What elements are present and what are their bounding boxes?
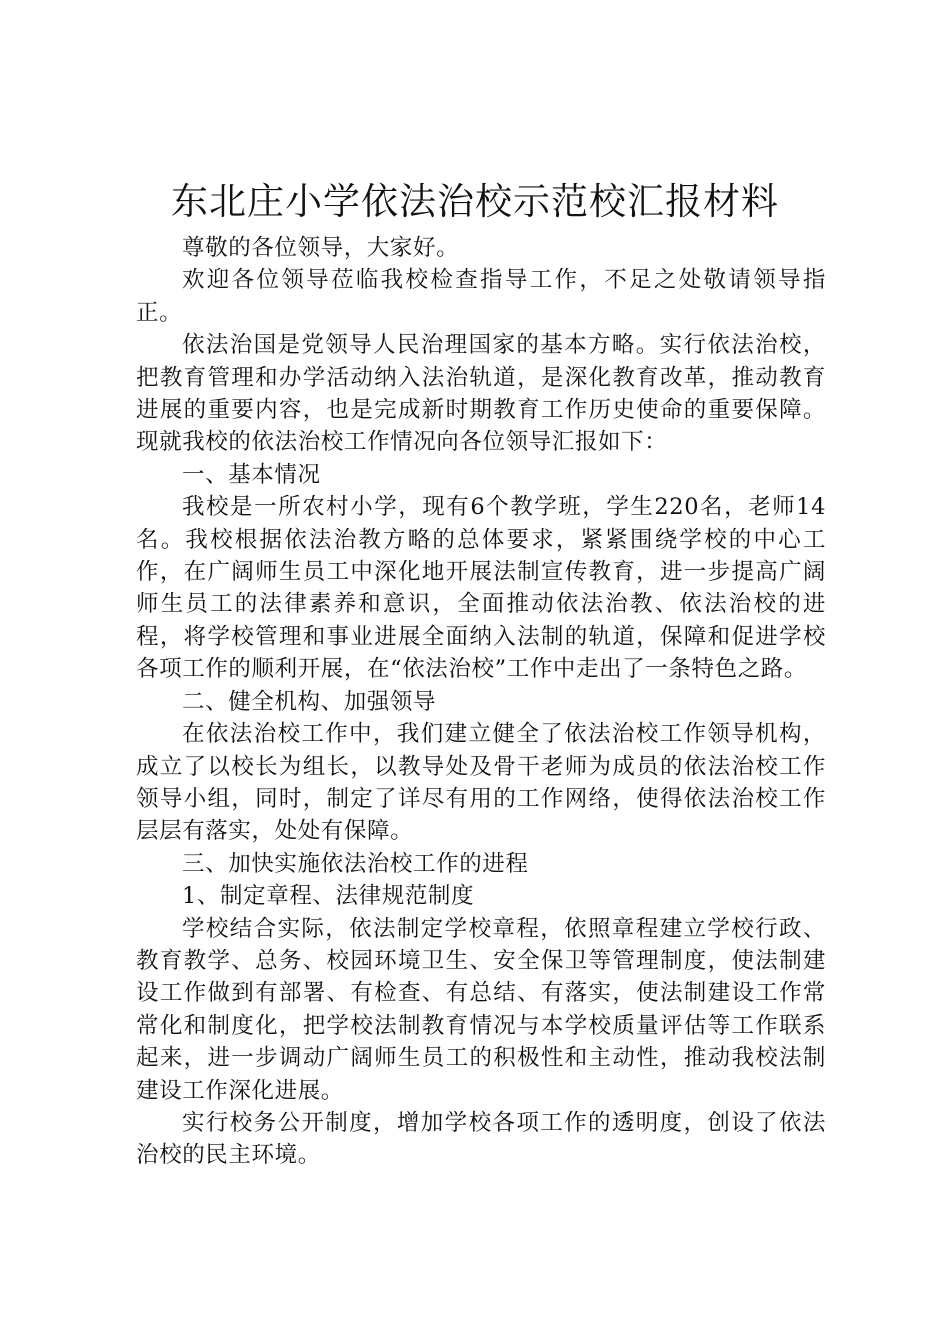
- paragraph-greeting: 尊敬的各位领导，大家好。: [182, 235, 460, 261]
- subsection-heading-regulations: 1、制定章程、法律规范制度: [182, 883, 475, 910]
- section-heading-organization: 二、健全机构、加强领导: [182, 688, 437, 715]
- paragraph-regulations: 学校结合实际，依法制定学校章程，依照章程建立学校行政、教育教学、总务、校园环境卫生、安全保卫等管理制度，使法制建设工作做到有部署、有检查、有总结、有落实，使法制建设工作常常化和制度化，把学校法制教育情况与本学校质量评估等工作联系起来，进一步调动广阔师生员工的积极性和主动性，推动我校法制建设工作深化进展。: [136, 915, 826, 1104]
- section-heading-basic-situation: 一、基本情况: [182, 461, 321, 488]
- paragraph-welcome: 欢迎各位领导莅临我校检查指导工作，不足之处敬请领导指正。: [136, 267, 826, 326]
- section-heading-implementation: 三、加快实施依法治校工作的进程: [182, 850, 529, 877]
- paragraph-transparency: 实行校务公开制度，增加学校各项工作的透明度，创设了依法治校的民主环境。: [136, 1109, 826, 1169]
- paragraph-basic-situation: 我校是一所农村小学，现有6个教学班，学生220名，老师14名。我校根据依法治教方略的总体要求，紧紧围绕学校的中心工作，在广阔师生员工中深化地开展法制宣传教育，进一步提高广阔师生员工的法律素养和意识，全面推动依法治教、依法治校的进程，将学校管理和事业进展全面纳入法制的轨道，保障和促进学校各项工作的顺利开展，在“依法治校”工作中走出了一条特色之路。: [136, 494, 826, 683]
- paragraph-introduction: 依法治国是党领导人民治理国家的基本方略。实行依法治校，把教育管理和办学活动纳入法治轨道，是深化教育改革，推动教育进展的重要内容，也是完成新时期教育工作历史使命的重要保障。现就我校的依法治校工作情况向各位领导汇报如下：: [136, 332, 826, 456]
- document-body: [136, 232, 826, 1172]
- paragraph-organization: 在依法治校工作中，我们建立健全了依法治校工作领导机构，成立了以校长为组长，以教导处及骨干老师为成员的依法治校工作领导小组，同时，制定了详尽有用的工作网络，使得依法治校工作层层有落实，处处有保障。: [136, 721, 826, 845]
- document-title: 东北庄小学依法治校示范校汇报材料: [171, 180, 779, 223]
